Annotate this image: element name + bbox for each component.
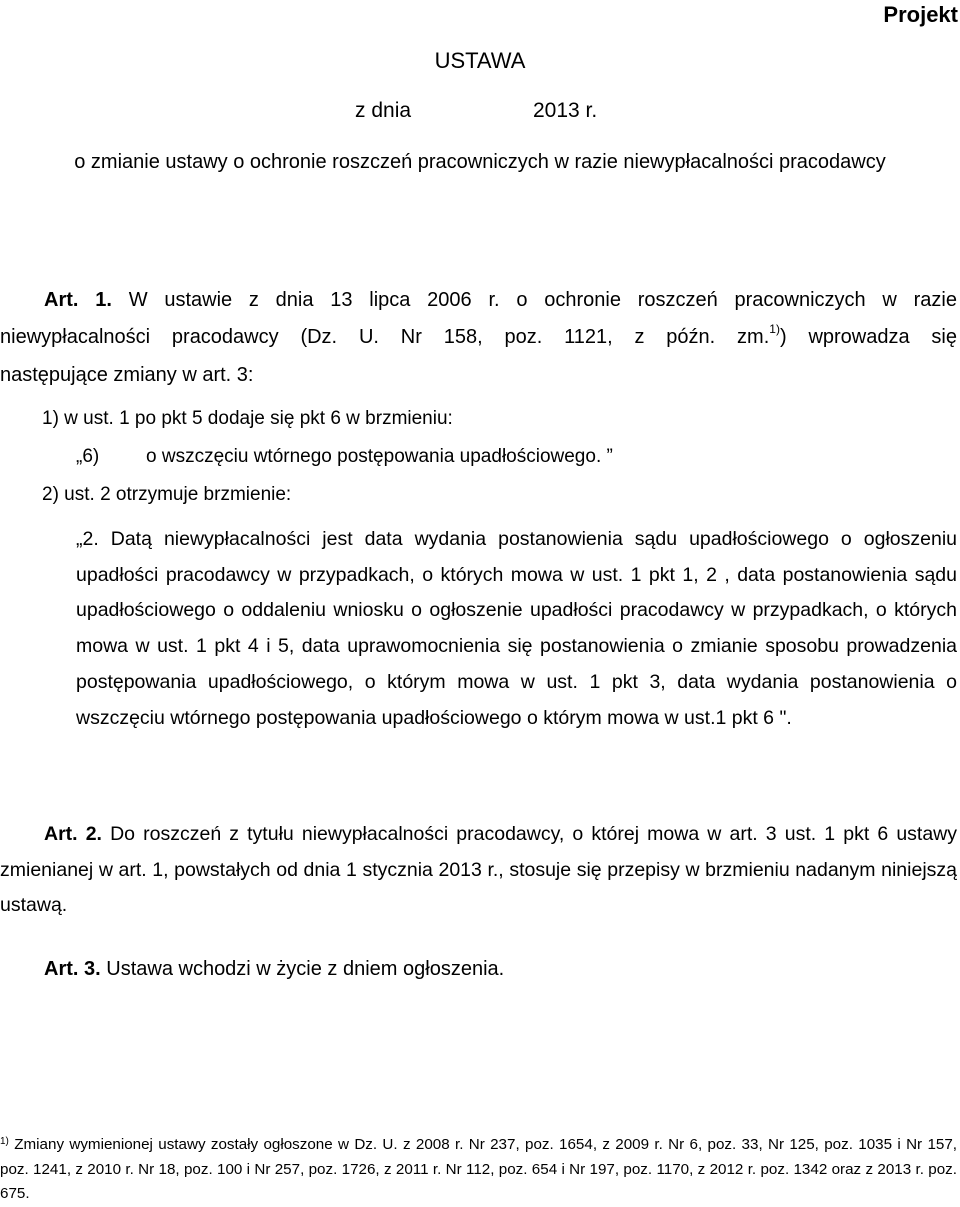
footnote-ref: 1) bbox=[769, 322, 780, 336]
art1-line1-text: W ustawie z dnia 13 lipca 2006 r. o ochronie roszczeń pracowniczych w razie bbox=[128, 289, 957, 311]
project-stamp: Projekt bbox=[883, 2, 958, 27]
art1-point1-quote bbox=[76, 446, 613, 468]
art1-point1: 1) w ust. 1 po pkt 5 dodaje się pkt 6 w brzmieniu: bbox=[42, 408, 453, 429]
footnote bbox=[0, 1133, 957, 1207]
art3-label: Art. 3. bbox=[44, 958, 101, 980]
document-title: USTAWA bbox=[434, 48, 526, 73]
date-prefix: z dnia bbox=[355, 99, 412, 122]
art3-paragraph bbox=[44, 958, 504, 981]
art1-label: Art. 1. bbox=[44, 289, 112, 311]
art3-text: Ustawa wchodzi w życie z dniem ogłoszenia. bbox=[106, 958, 505, 980]
art2-paragraph bbox=[0, 817, 957, 924]
art1-line2-text: niewypłacalności pracodawcy (Dz. U. Nr 158, poz. 1121, z późn. zm.$^{1)}$) wprowadza się bbox=[0, 322, 957, 348]
quote-text: o wszczęciu wtórnego postępowania upadłościowego. ” bbox=[146, 446, 613, 467]
document-subtitle: o zmianie ustawy o ochronie roszczeń pracowniczych w razie niewypłacalności pracodawcy bbox=[74, 151, 886, 173]
art1-point2-quote: „2. Datą niewypłacalności jest data wydania postanowienia sądu upadłościowego o ogłoszeniu upadłości pracodawcy w przypadkach, o których mowa w ust. 1 pkt 1, 2 , data postanowienia sądu upadłościowego o oddaleniu wniosku o ogłoszenie upadłości pracodawcy w przypadkach, o których mowa w ust. 1 pkt 4 i 5, data uprawomocnienia się postanowienia o zmianie sposobu prowadzenia postępowania upadłościowego, o którym mowa w ust. 1 pkt 3, data wydania postanowienia o wszczęciu wtórnego postępowania upadłościowego o którym mowa w ust.1 pkt 6 ". bbox=[76, 528, 957, 729]
art1-point2: 2) ust. 2 otrzymuje brzmienie: bbox=[42, 484, 292, 505]
footnote-marker: 1) bbox=[0, 1136, 9, 1147]
art1-line1 bbox=[44, 289, 957, 312]
footnote-text: Zmiany wymienionej ustawy zostały ogłoszone w Dz. U. z 2008 r. Nr 237, poz. 1654, z 2009 r. Nr 6, poz. 33, Nr 125, poz. 1035 i Nr 157, poz. 1241, z 2010 r. Nr 18, poz. 100 i Nr 257, poz. 1726, z 2011 r. Nr 112, poz. 654 i Nr 197, poz. 1170, z 2012 r. poz. 1342 oraz z 2013 r. poz. 675. bbox=[0, 1136, 957, 1202]
art1-line2 bbox=[0, 322, 957, 349]
art1-line3: następujące zmiany w art. 3: bbox=[0, 364, 254, 386]
art2-label: Art. 2. bbox=[44, 823, 102, 845]
quote-number: „6) bbox=[76, 446, 100, 467]
art2-text: Do roszczeń z tytułu niewypłacalności pracodawcy, o której mowa w art. 3 ust. 1 pkt 6 ustawy zmienianej w art. 1, powstałych od dnia 1 stycznia 2013 r., stosuje się przepisy w brzmieniu nadanym niniejszą ustawą. bbox=[0, 823, 958, 916]
date-year: 2013 r. bbox=[533, 99, 598, 122]
